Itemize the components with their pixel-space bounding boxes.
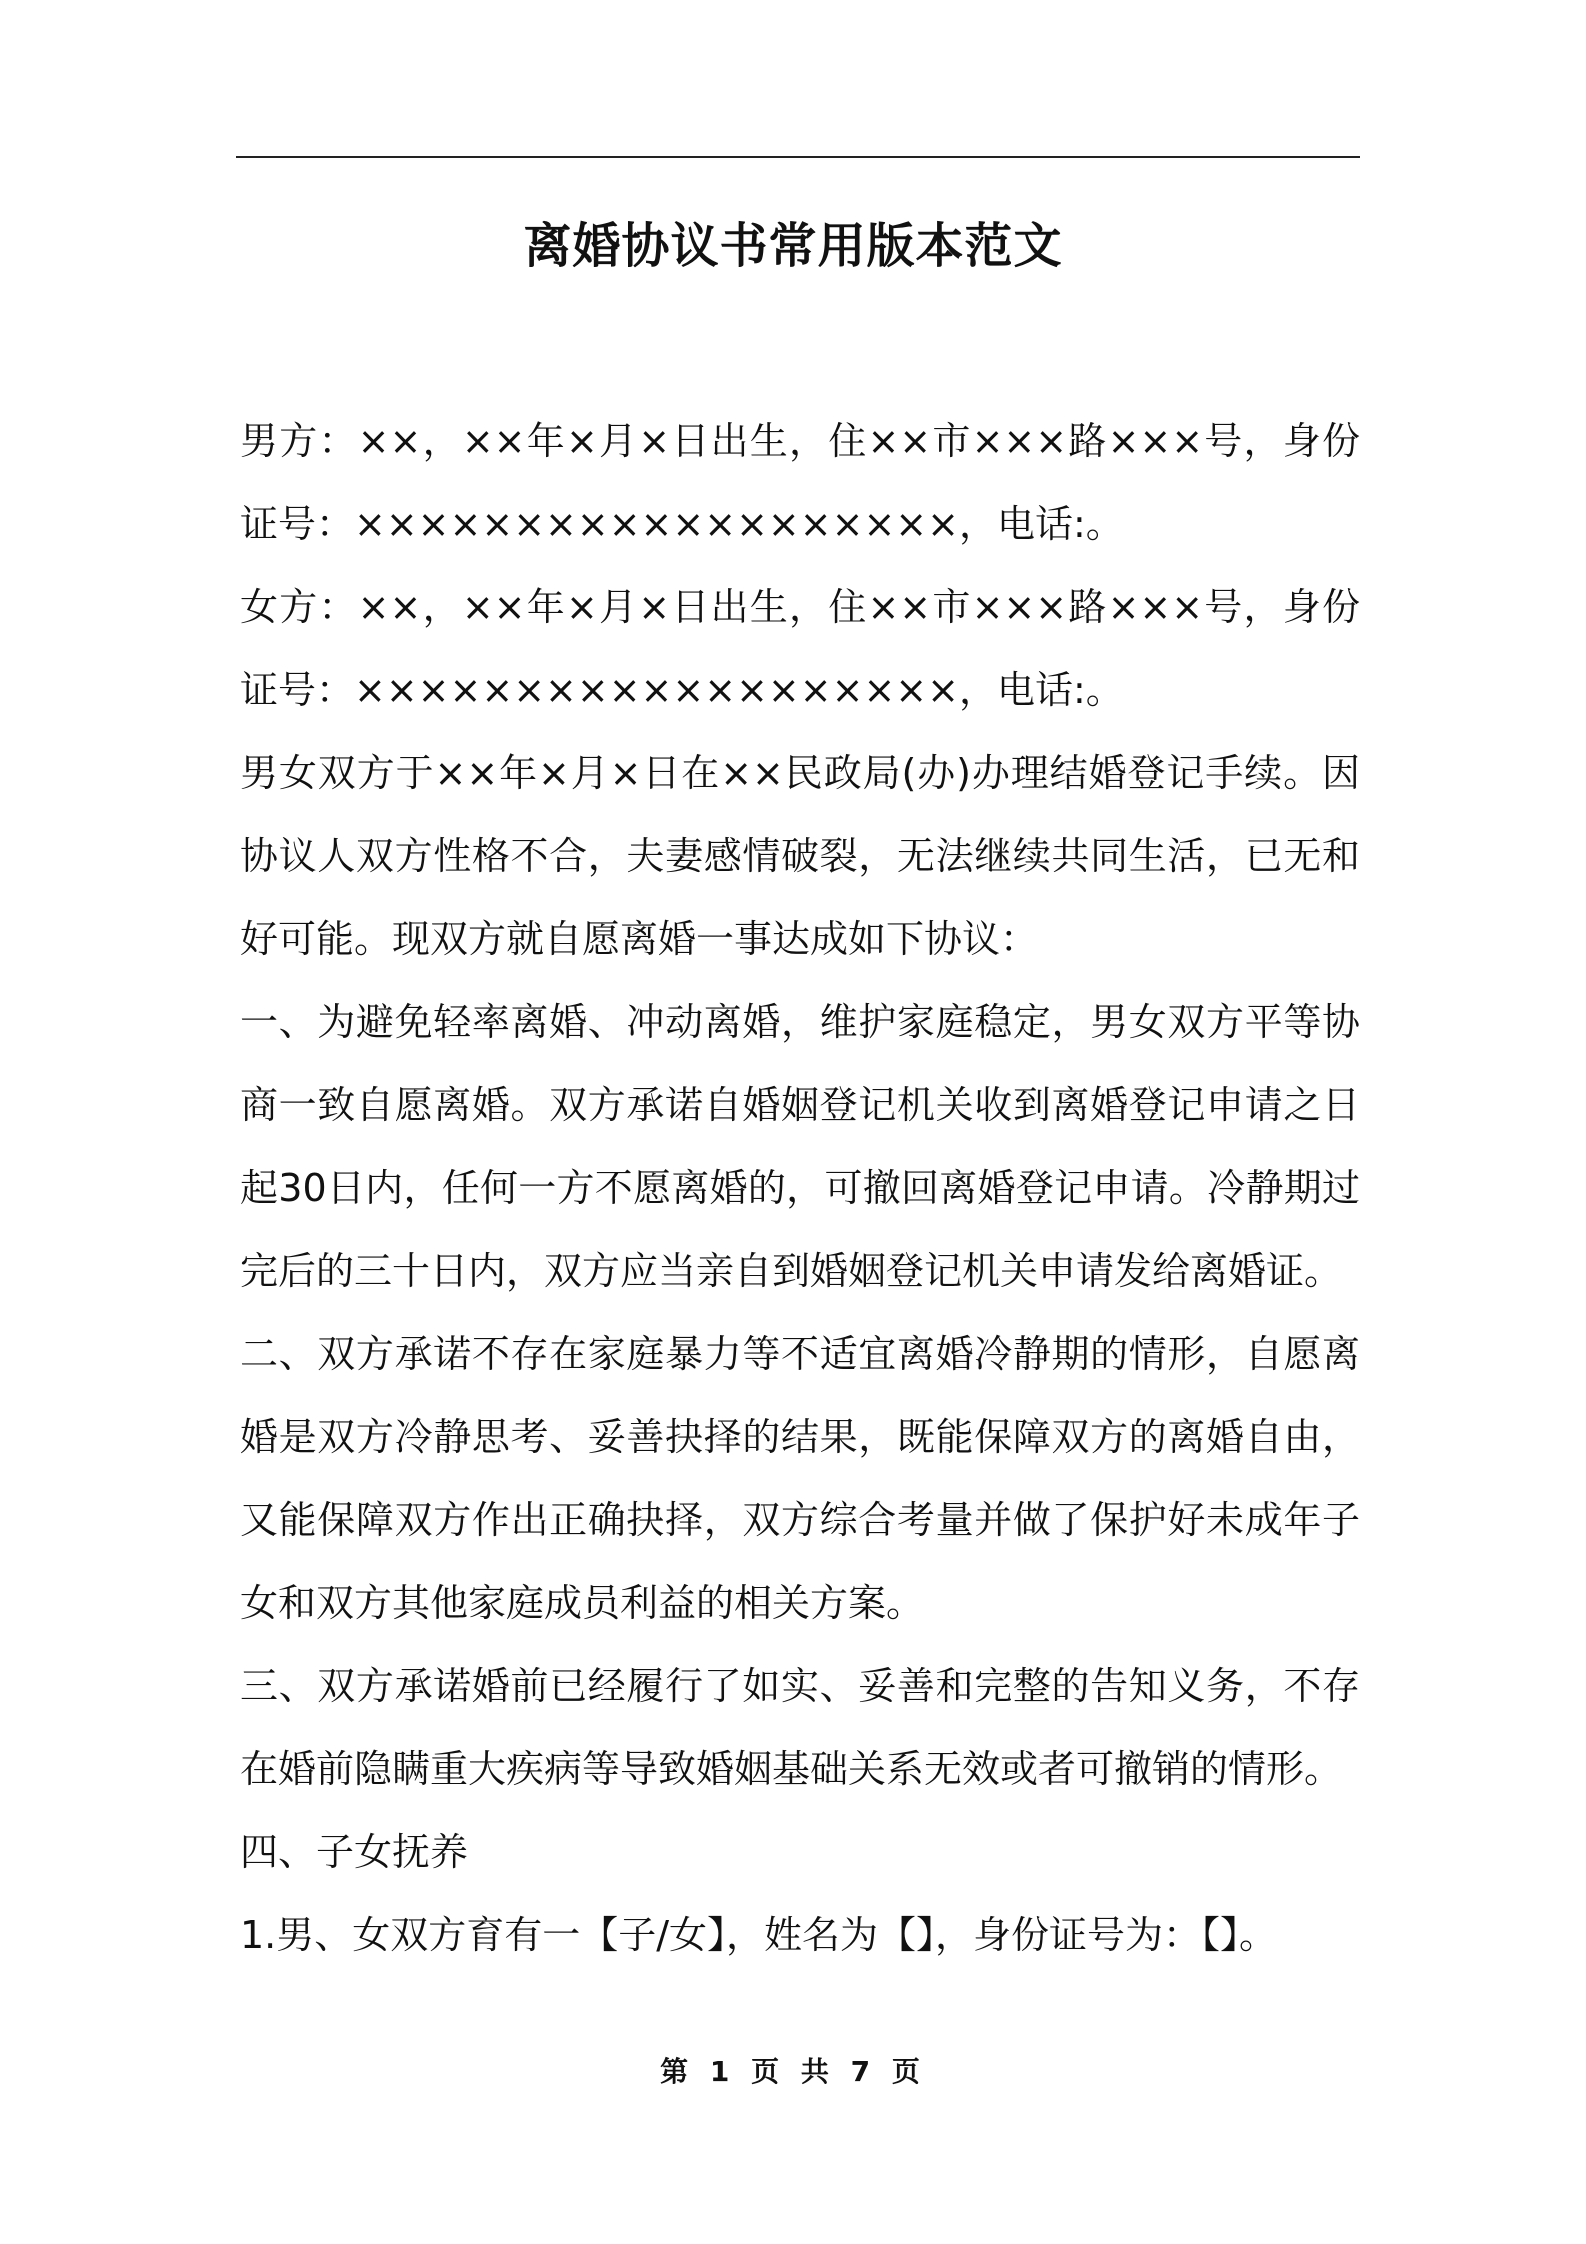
- page-number: 第 1 页 共 7 页: [660, 2055, 926, 2088]
- document-body: [240, 400, 1360, 1977]
- paragraph-female-party: 女方：××，××年×月×日出生，住××市×××路×××号，身份证号：×××××××××××××××××××，电话:。: [240, 585, 1360, 712]
- paragraph-male-party: 男方：××，××年×月×日出生，住××市×××路×××号，身份证号：×××××××××××××××××××，电话:。: [240, 419, 1360, 546]
- paragraph-clause-2: 二、双方承诺不存在家庭暴力等不适宜离婚冷静期的情形，自愿离婚是双方冷静思考、妥善抉择的结果，既能保障双方的离婚自由，又能保障双方作出正确抉择，双方综合考量并做了保护好未成年子女和双方其他家庭成员利益的相关方案。: [240, 1332, 1360, 1625]
- document-title: 离婚协议书常用版本范文: [523, 218, 1063, 274]
- paragraph-marriage-background: 男女双方于××年×月×日在××民政局(办)办理结婚登记手续。因协议人双方性格不合，夫妻感情破裂，无法继续共同生活，已无和好可能。现双方就自愿离婚一事达成如下协议：: [240, 751, 1360, 961]
- section-heading-child-custody: 四、子女抚养: [240, 1830, 469, 1874]
- paragraph-child-info: 1.男、女双方育有一【子/女】，姓名为【】，身份证号为：【】。: [240, 1913, 1278, 1957]
- header-divider: [236, 156, 1360, 158]
- paragraph-clause-3: 三、双方承诺婚前已经履行了如实、妥善和完整的告知义务，不存在婚前隐瞒重大疾病等导致婚姻基础关系无效或者可撤销的情形。: [240, 1664, 1360, 1791]
- paragraph-clause-1: 一、为避免轻率离婚、冲动离婚，维护家庭稳定，男女双方平等协商一致自愿离婚。双方承诺自婚姻登记机关收到离婚登记申请之日起30日内，任何一方不愿离婚的，可撤回离婚登记申请。冷静期过完后的三十日内，双方应当亲自到婚姻登记机关申请发给离婚证。: [240, 1000, 1360, 1293]
